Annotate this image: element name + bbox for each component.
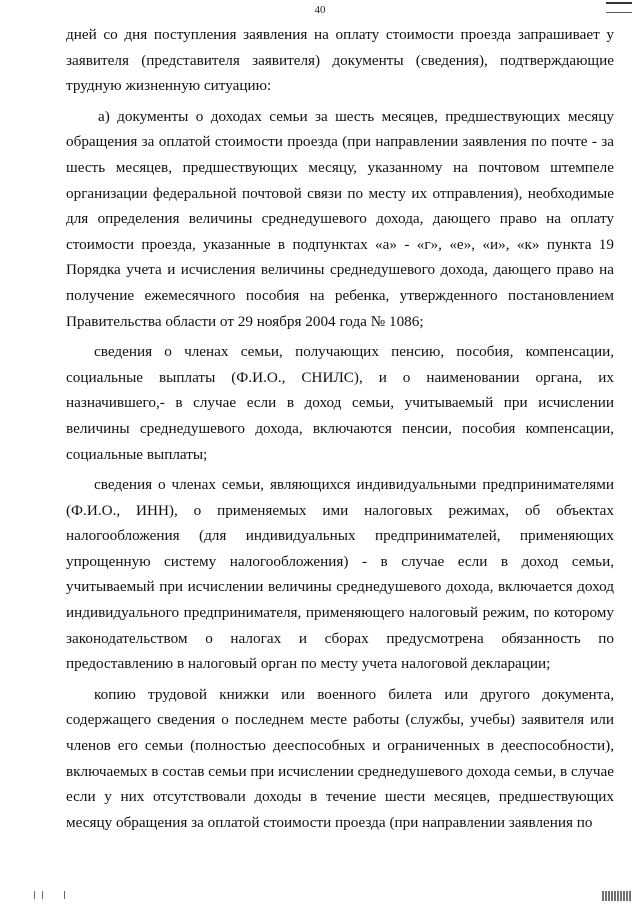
scan-artifact-bottom-right xyxy=(602,891,632,901)
document-body xyxy=(66,22,614,840)
paragraph-continuation: дней со дня поступления заявления на оплату стоимости проезда запрашивает у заявителя (представителя заявителя) документы (сведения), подтверждающие трудную жизненную ситуацию: xyxy=(66,26,614,95)
paragraph-entrepreneurs-info: сведения о членах семьи, являющихся индивидуальными предпринимателями (Ф.И.О., ИНН), о применяемых ими налоговых режимах, об объектах налогообложения (для индивидуальных предпринимателей, применяющих упрощенную систему налогообложения) - в случае если в доход семьи, учитываемый при исчислении величины среднедушевого дохода, включается доход индивидуального предпринимателя, применяющего налоговый режим, по которому законодательством о налогах и сборах предусмотрена обязанность по предоставлению в налоговый орган по месту учета налоговой декларации; xyxy=(66,476,614,673)
paragraph-pension-info: сведения о членах семьи, получающих пенсию, пособия, компенсации, социальные выплаты (Ф.И.О., СНИЛС), и о наименовании органа, их назначившего,- в случае если в доход семьи, учитываемый при исчислении величины среднедушевого дохода, включаются пенсии, пособия компенсации, социальные выплаты; xyxy=(66,343,614,463)
paragraph-item-a: а) документы о доходах семьи за шесть месяцев, предшествующих месяцу обращения за оплатой стоимости проезда (при направлении заявления по почте - за шесть месяцев, предшествующих месяцу, указанному на почтовом штемпеле организации федеральной почтовой связи по месту их отправления), необходимые для определения величины среднедушевого дохода, дающего право на оплату стоимости проезда, указанные в подпунктах «а» - «г», «е», «и», «к» пункта 19 Порядка учета и исчисления величины среднедушевого дохода, дающего право на получение ежемесячного пособия на ребенка, утвержденного постановлением Правительства области от 29 ноября 2004 года № 1086; xyxy=(66,107,614,330)
page-number: 40 xyxy=(314,4,326,16)
paragraph-work-record: копию трудовой книжки или военного билета или другого документа, содержащего сведения о последнем месте работы (службы, учебы) заявителя или членов его семьи (полностью дееспособных и ограниченных в дееспособности), включаемых в состав семьи при исчислении среднедушевого дохода семьи, в случае если у них отсутствовали доходы в течение шести месяцев, предшествующих месяцу обращения за оплатой стоимости проезда (при направлении заявления по xyxy=(66,685,614,831)
scan-artifact-bottom-left xyxy=(34,891,74,899)
